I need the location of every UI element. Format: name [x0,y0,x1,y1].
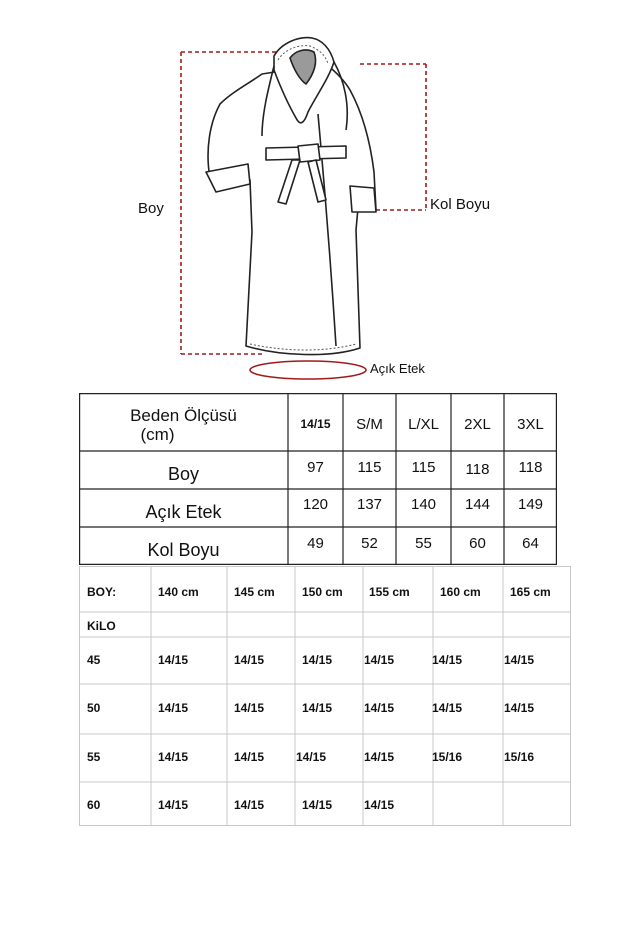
size-value: 149 [517,495,544,513]
size-cell: 14/15 [234,653,265,667]
size-header-l-xl: L/XL [408,415,439,433]
size-value: 52 [361,534,378,552]
size-cell: 14/15 [432,653,463,667]
size-cell: 14/15 [234,701,265,715]
size-value: 120 [302,495,329,513]
size-cell: 14/15 [302,798,333,812]
size-chart-table [79,393,557,565]
size-value: 64 [522,534,539,552]
size-value: 97 [307,458,324,476]
acik-etek-ellipse [250,361,366,379]
size-cell: 14/15 [158,701,189,715]
boy-kilo-grid [79,566,571,826]
size-header-3xl: 3XL [517,415,544,433]
size-cell: 14/15 [158,653,189,667]
size-cell: 14/15 [302,701,333,715]
size-cell: 14/15 [302,653,333,667]
robe-illustration [0,0,621,390]
size-row-label-acik-etek: Açık Etek [145,501,222,522]
size-value: 118 [518,458,543,476]
height-header: 155 cm [369,585,410,599]
robe-measurement-diagram [0,0,621,390]
kilo-header-label: KiLO [87,619,116,633]
size-cell: 14/15 [296,750,327,764]
kilo-value: 45 [87,653,101,667]
size-value: 140 [410,495,437,513]
height-header: 165 cm [510,585,551,599]
size-cell: 14/15 [234,798,265,812]
size-value: 60 [469,534,486,552]
size-value: 118 [465,460,490,478]
size-cell: 15/16 [432,750,463,764]
kilo-value: 60 [87,798,101,812]
size-row-label-kol-boyu: Kol Boyu [147,539,220,560]
size-header-2xl: 2XL [464,415,491,433]
size-value: 115 [411,458,436,476]
size-header-14-15: 14/15 [300,417,331,431]
kol-boyu-measure-label: Kol Boyu [430,196,491,213]
kilo-value: 55 [87,750,101,764]
size-cell: 14/15 [364,701,395,715]
size-value: 137 [356,495,383,513]
size-cell: 15/16 [504,750,535,764]
boy-measure-label: Boy [138,200,164,217]
size-value: 55 [415,534,432,552]
height-header: 140 cm [158,585,199,599]
size-cell: 14/15 [432,701,463,715]
height-header: 145 cm [234,585,275,599]
size-cell: 14/15 [158,798,189,812]
size-cell: 14/15 [364,798,395,812]
size-header-unit: (cm) [140,425,175,444]
size-row-label-boy: Boy [167,463,200,484]
size-value: 49 [307,534,324,552]
size-header-s-m: S/M [356,415,383,433]
size-value: 115 [357,458,382,476]
height-header: 160 cm [440,585,481,599]
size-cell: 14/15 [504,701,535,715]
size-value: 144 [464,495,491,513]
boy-kilo-table [79,566,571,826]
size-cell: 14/15 [234,750,265,764]
size-header-label: Beden Ölçüsü [130,406,237,425]
kilo-value: 50 [87,701,101,715]
size-cell: 14/15 [364,653,395,667]
acik-etek-measure-label: Açık Etek [370,361,425,376]
size-cell: 14/15 [364,750,395,764]
size-cell: 14/15 [504,653,535,667]
height-header: 150 cm [302,585,343,599]
size-cell: 14/15 [158,750,189,764]
boy-header-label: BOY: [87,585,117,599]
size-header-cell [79,401,288,449]
